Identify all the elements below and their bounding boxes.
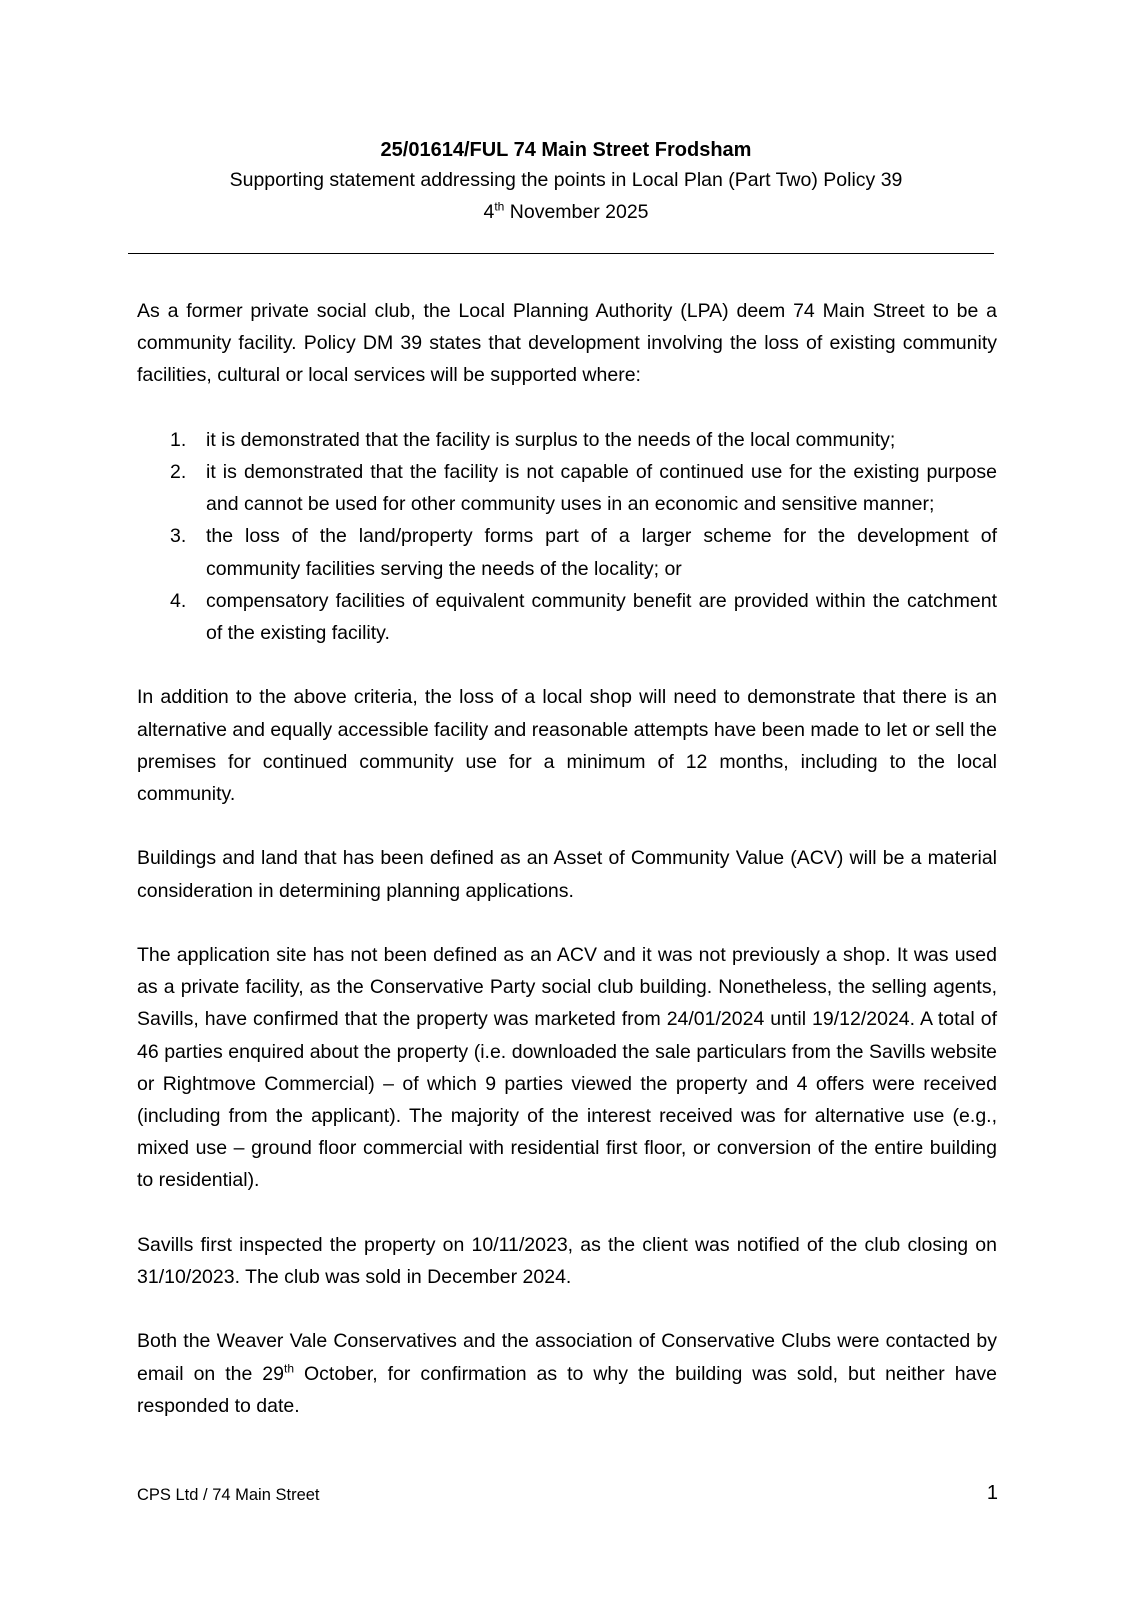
list-item-text: it is demonstrated that the facility is not capable of continued use for the existing purpose and cannot be used for other community uses in an economic and sensitive manner; bbox=[206, 461, 997, 516]
date-day: 4 bbox=[483, 201, 495, 223]
list-item-text: it is demonstrated that the facility is surplus to the needs of the local community; bbox=[206, 428, 896, 451]
list-item-number: 4. bbox=[170, 589, 187, 612]
savills-paragraph: Savills first inspected the property on 10/11/2023, as the client was notified of the club closing on 31/10/2023. The club was sold in December 2024. bbox=[137, 1233, 997, 1289]
contact-text-start: Both the Weaver Vale Conservatives and the association of Conservative Clubs were contacted by email on the 29 bbox=[137, 1330, 997, 1385]
list-item-text: compensatory facilities of equivalent community benefit are provided within the catchment of the existing facility. bbox=[206, 589, 997, 645]
list-item-number: 3. bbox=[170, 525, 187, 548]
date-rest: November 2025 bbox=[504, 201, 649, 223]
site-paragraph: The application site has not been defined as an ACV and it was not previously a shop. It was used as a private facility, as the Conservative Party social club building. Nonetheless, the selling agents, Savills, have confirmed that the property was marketed from 24/01/2024 until 19/12/2024. A total of 46 parties enquired about the property (i.e. downloaded the sale particulars from the Savills website or Rightmove Commercial) – of which 9 parties viewed the property and 4 offers were received (including from the applicant). The majority of the interest received was for alternative use (e.g., mixed use – ground floor commercial with residential first floor, or conversion of the entire building to residential). bbox=[137, 944, 997, 1192]
list-item-text: the loss of the land/property forms part of a larger scheme for the development of community facilities serving the needs of the locality; or bbox=[206, 525, 997, 580]
document-header bbox=[0, 136, 1132, 228]
list-item bbox=[137, 585, 997, 649]
document-body bbox=[137, 295, 997, 1422]
list-item-number: 2. bbox=[170, 461, 187, 483]
document-date bbox=[0, 196, 1132, 228]
list-item bbox=[137, 520, 997, 584]
intro-paragraph: As a former private social club, the Local Planning Authority (LPA) deem 74 Main Street to be a community facility. Policy DM 39 states that development involving the loss of existing community facilities, cultural or local services will be supported where: bbox=[137, 300, 997, 387]
page-number: 1 bbox=[986, 1482, 998, 1504]
shop-paragraph: In addition to the above criteria, the loss of a local shop will need to demonstrate that there is an alternative and equally accessible facility and reasonable attempts have been made to let or sell the premises for continued community use for a minimum of 12 months, including to the local community. bbox=[137, 686, 997, 806]
document-subtitle: Supporting statement addressing the points in Local Plan (Part Two) Policy 39 bbox=[229, 169, 903, 191]
list-item bbox=[137, 424, 997, 456]
header-divider bbox=[128, 253, 994, 254]
contact-paragraph bbox=[137, 1325, 997, 1422]
acv-paragraph: Buildings and land that has been defined as an Asset of Community Value (ACV) will be a material consideration in determining planning applications. bbox=[137, 847, 997, 902]
criteria-list bbox=[137, 424, 997, 649]
contact-date-suffix: th bbox=[284, 1361, 295, 1376]
date-suffix: th bbox=[494, 199, 505, 214]
contact-text-end: October, for confirmation as to why the building was sold, but neither have responded to date. bbox=[137, 1362, 998, 1417]
list-item bbox=[137, 456, 997, 520]
document-title: 25/01614/FUL 74 Main Street Frodsham bbox=[380, 139, 752, 161]
footer-label: CPS Ltd / 74 Main Street bbox=[137, 1486, 320, 1504]
list-item-number: 1. bbox=[170, 428, 187, 451]
